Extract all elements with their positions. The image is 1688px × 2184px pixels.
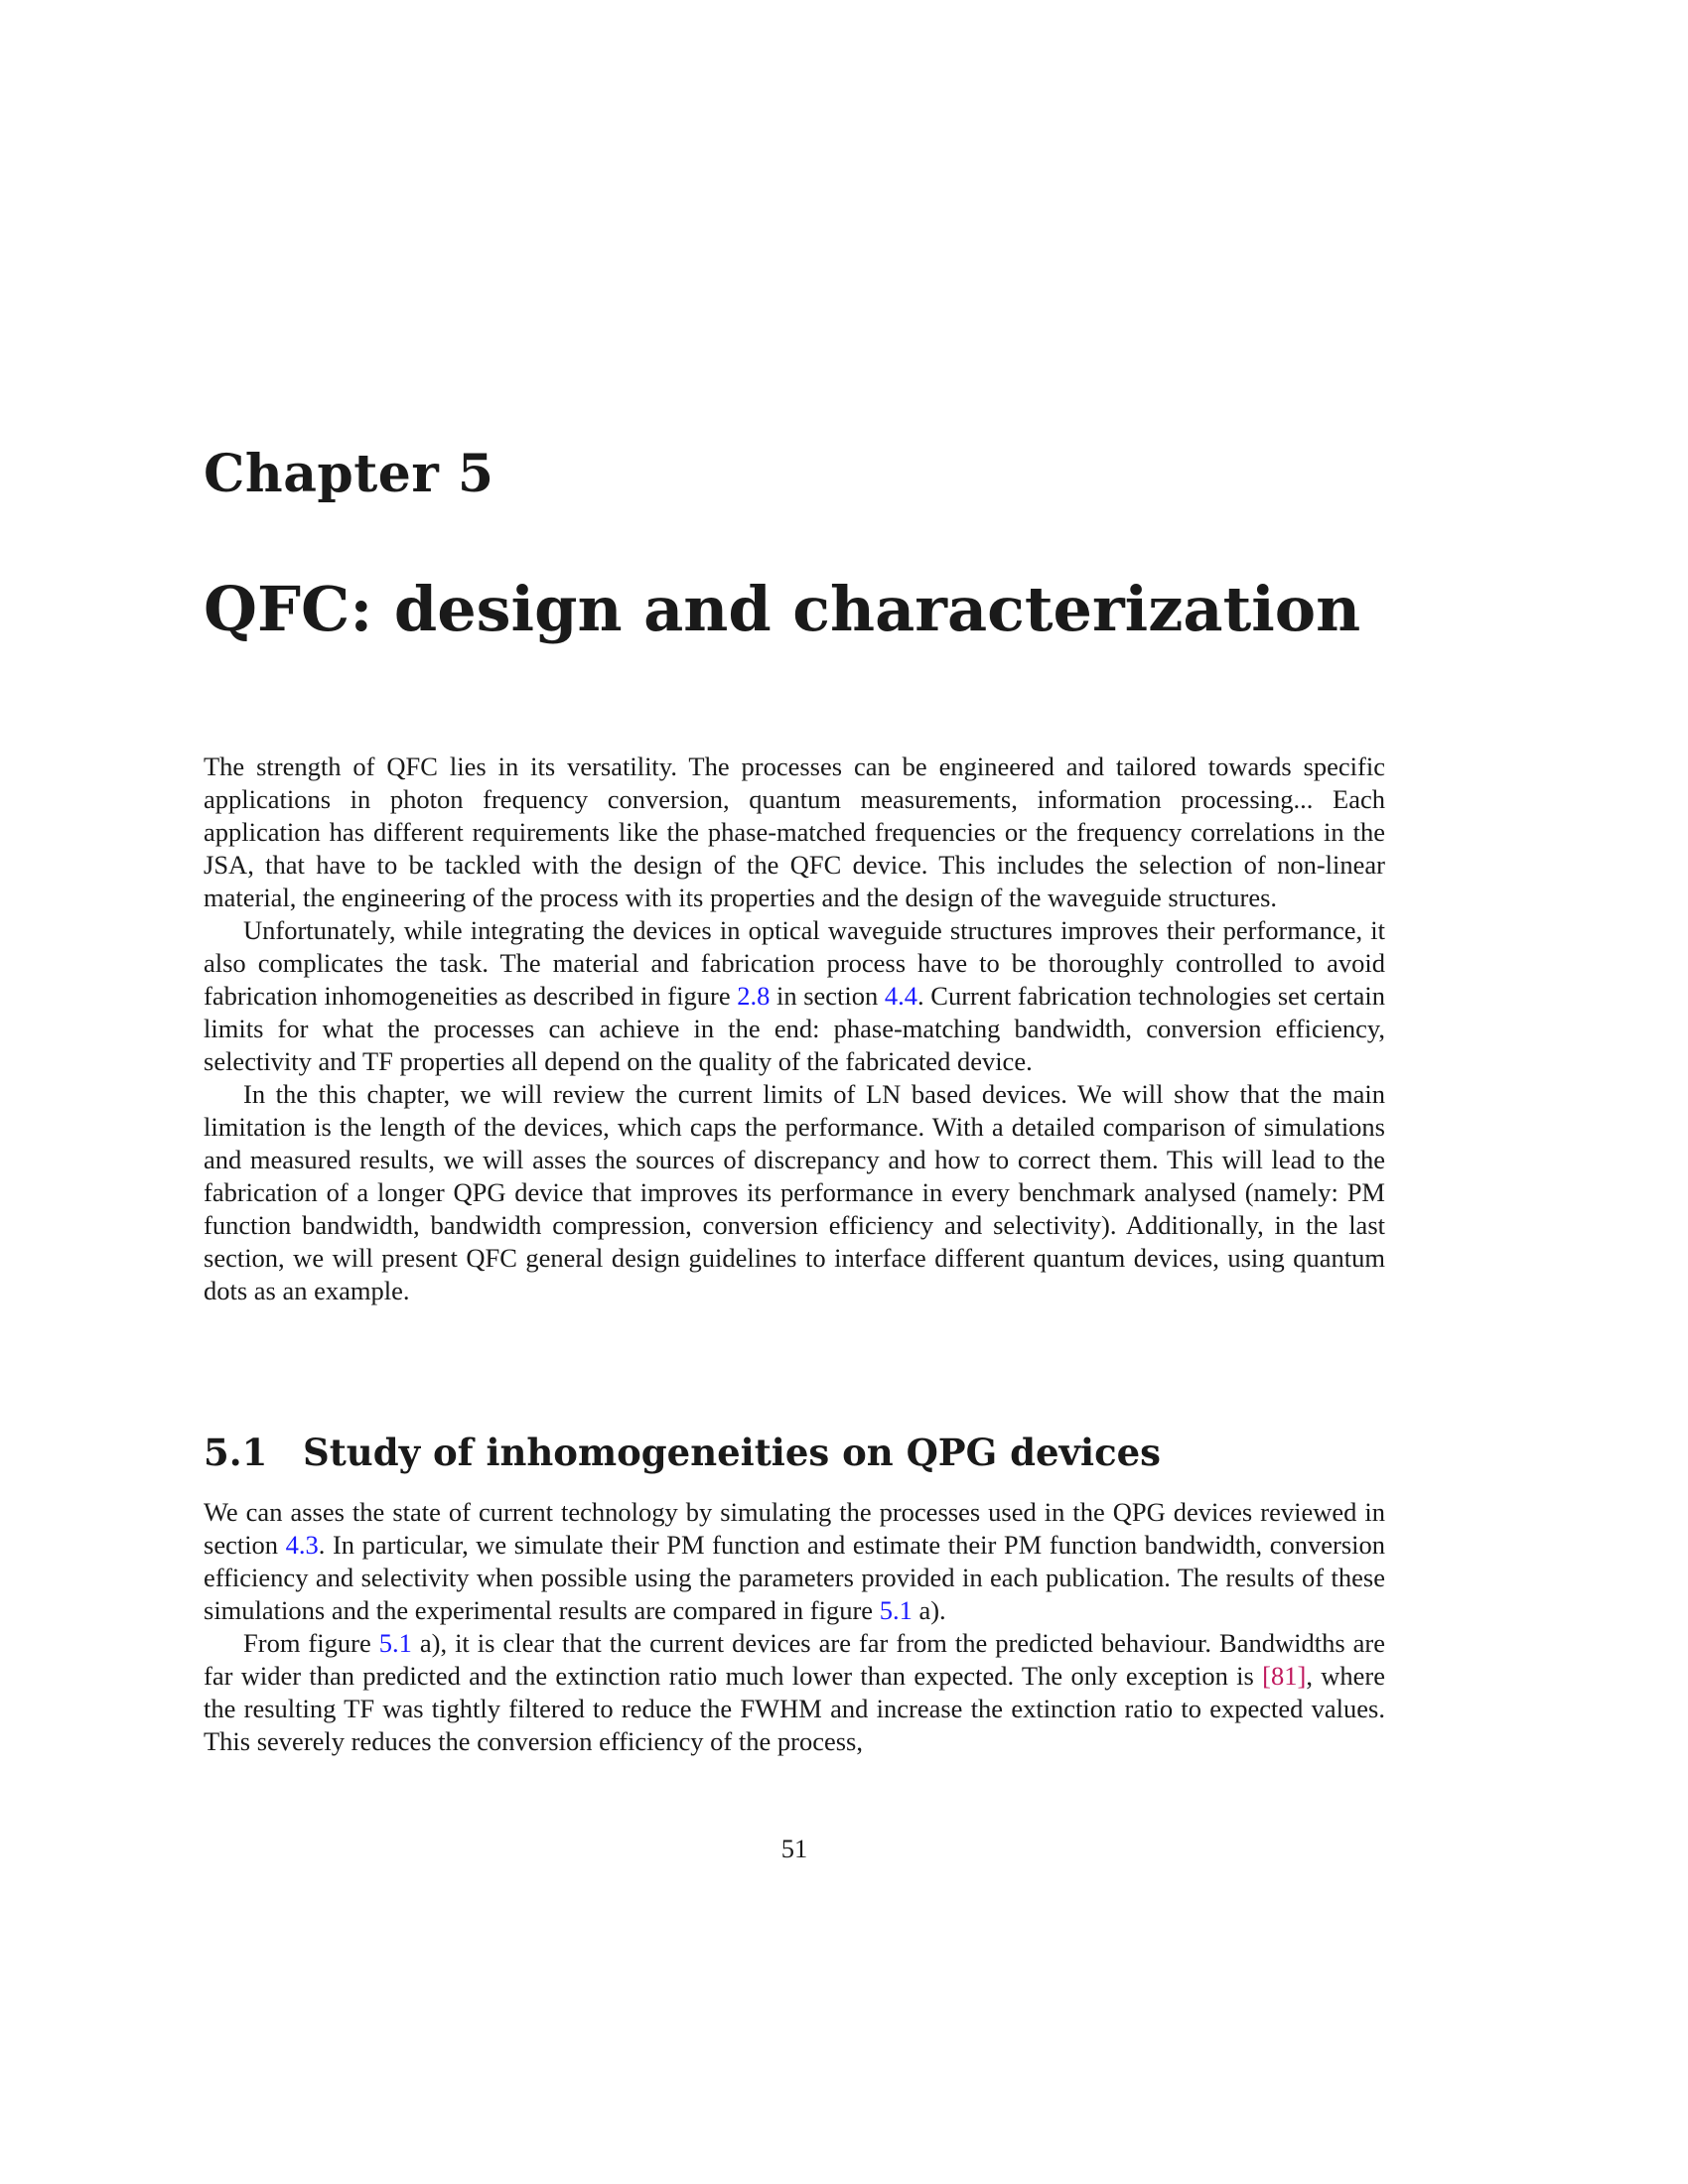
chapter-title: QFC: design and characterization — [204, 573, 1361, 645]
intro-p2-text-a: Unfortunately, while integrating the devices in optical waveguide structures improves their performance, it also complicates the task. The material and fabrication process have to be thoroughly controlled to avoid fabrication inhomogeneities as described in figure — [204, 915, 1385, 1011]
intro-p2-text-b: in section — [770, 981, 885, 1011]
figure-ref-5-1-second[interactable]: 5.1 — [378, 1628, 412, 1658]
section-p1-text-c: a). — [912, 1595, 946, 1625]
page-number: 51 — [780, 1834, 808, 1863]
section-p1-text-b: . In particular, we simulate their PM function and estimate their PM function bandwidth, conversion efficiency and selectivity when possible using the parameters provided in each publication. The results of these simulations and the experimental results are compared in figure — [204, 1530, 1386, 1625]
intro-paragraph-3: In the this chapter, we will review the current limits of LN based devices. We will show that the main limitation is the length of the devices, which caps the performance. With a detailed comparison of simulations and measured results, we will asses the sources of discrepancy and how to correct them. This will lead to the fabrication of a longer QPG device that improves its performance in every benchmark analysed (namely: PM function bandwidth, bandwidth compression, conversion efficiency and selectivity). Additionally, in the last section, we will present QFC general design guidelines to interface different quantum devices, using quantum dots as an example. — [204, 1079, 1385, 1305]
citation-81[interactable]: [81] — [1262, 1661, 1307, 1691]
chapter-intro — [204, 751, 1385, 1307]
section-p2-text-c: , where the resulting TF was tightly filtered to reduce the FWHM and increase the extinction ratio to expected values. This severely reduces the conversion efficiency of the process, — [204, 1661, 1385, 1756]
section-number: 5.1 — [204, 1431, 268, 1474]
section-ref-4-3[interactable]: 4.3 — [285, 1530, 319, 1560]
section-ref-4-4[interactable]: 4.4 — [884, 981, 918, 1011]
document-page — [204, 0, 1385, 2184]
figure-ref-2-8[interactable]: 2.8 — [737, 981, 771, 1011]
section-body — [204, 1496, 1385, 1758]
intro-paragraph-2 — [204, 914, 1385, 1078]
section-heading — [204, 1430, 1161, 1475]
section-p1-text-a: We can asses the state of current technology by simulating the processes used in the QPG devices reviewed in section — [204, 1497, 1385, 1560]
section-paragraph-1 — [204, 1496, 1385, 1627]
figure-ref-5-1[interactable]: 5.1 — [879, 1595, 913, 1625]
section-title: Study of inhomogeneities on QPG devices — [303, 1431, 1161, 1474]
section-paragraph-2 — [204, 1627, 1385, 1758]
intro-paragraph-1: The strength of QFC lies in its versatility. The processes can be engineered and tailored towards specific applications in photon frequency conversion, quantum measurements, information processing... Each application has different requirements like the phase-matched frequencies or the frequency correlations in the JSA, that have to be tackled with the design of the QFC device. This includes the selection of non-linear material, the engineering of the process with its properties and the design of the waveguide structures. — [204, 751, 1385, 912]
section-p2-text-b: a), it is clear that the current devices are far from the predicted behaviour. Bandwidths are far wider than predicted and the extinction ratio much lower than expected. The only exception is — [204, 1628, 1385, 1691]
chapter-label: Chapter 5 — [204, 444, 494, 504]
section-p2-text-a: From figure — [243, 1628, 379, 1658]
intro-p2-text-c: . Current fabrication technologies set certain limits for what the processes can achieve in the end: phase-matching bandwidth, conversion efficiency, selectivity and TF properties all depend on the quality of the fabricated device. — [204, 981, 1386, 1076]
